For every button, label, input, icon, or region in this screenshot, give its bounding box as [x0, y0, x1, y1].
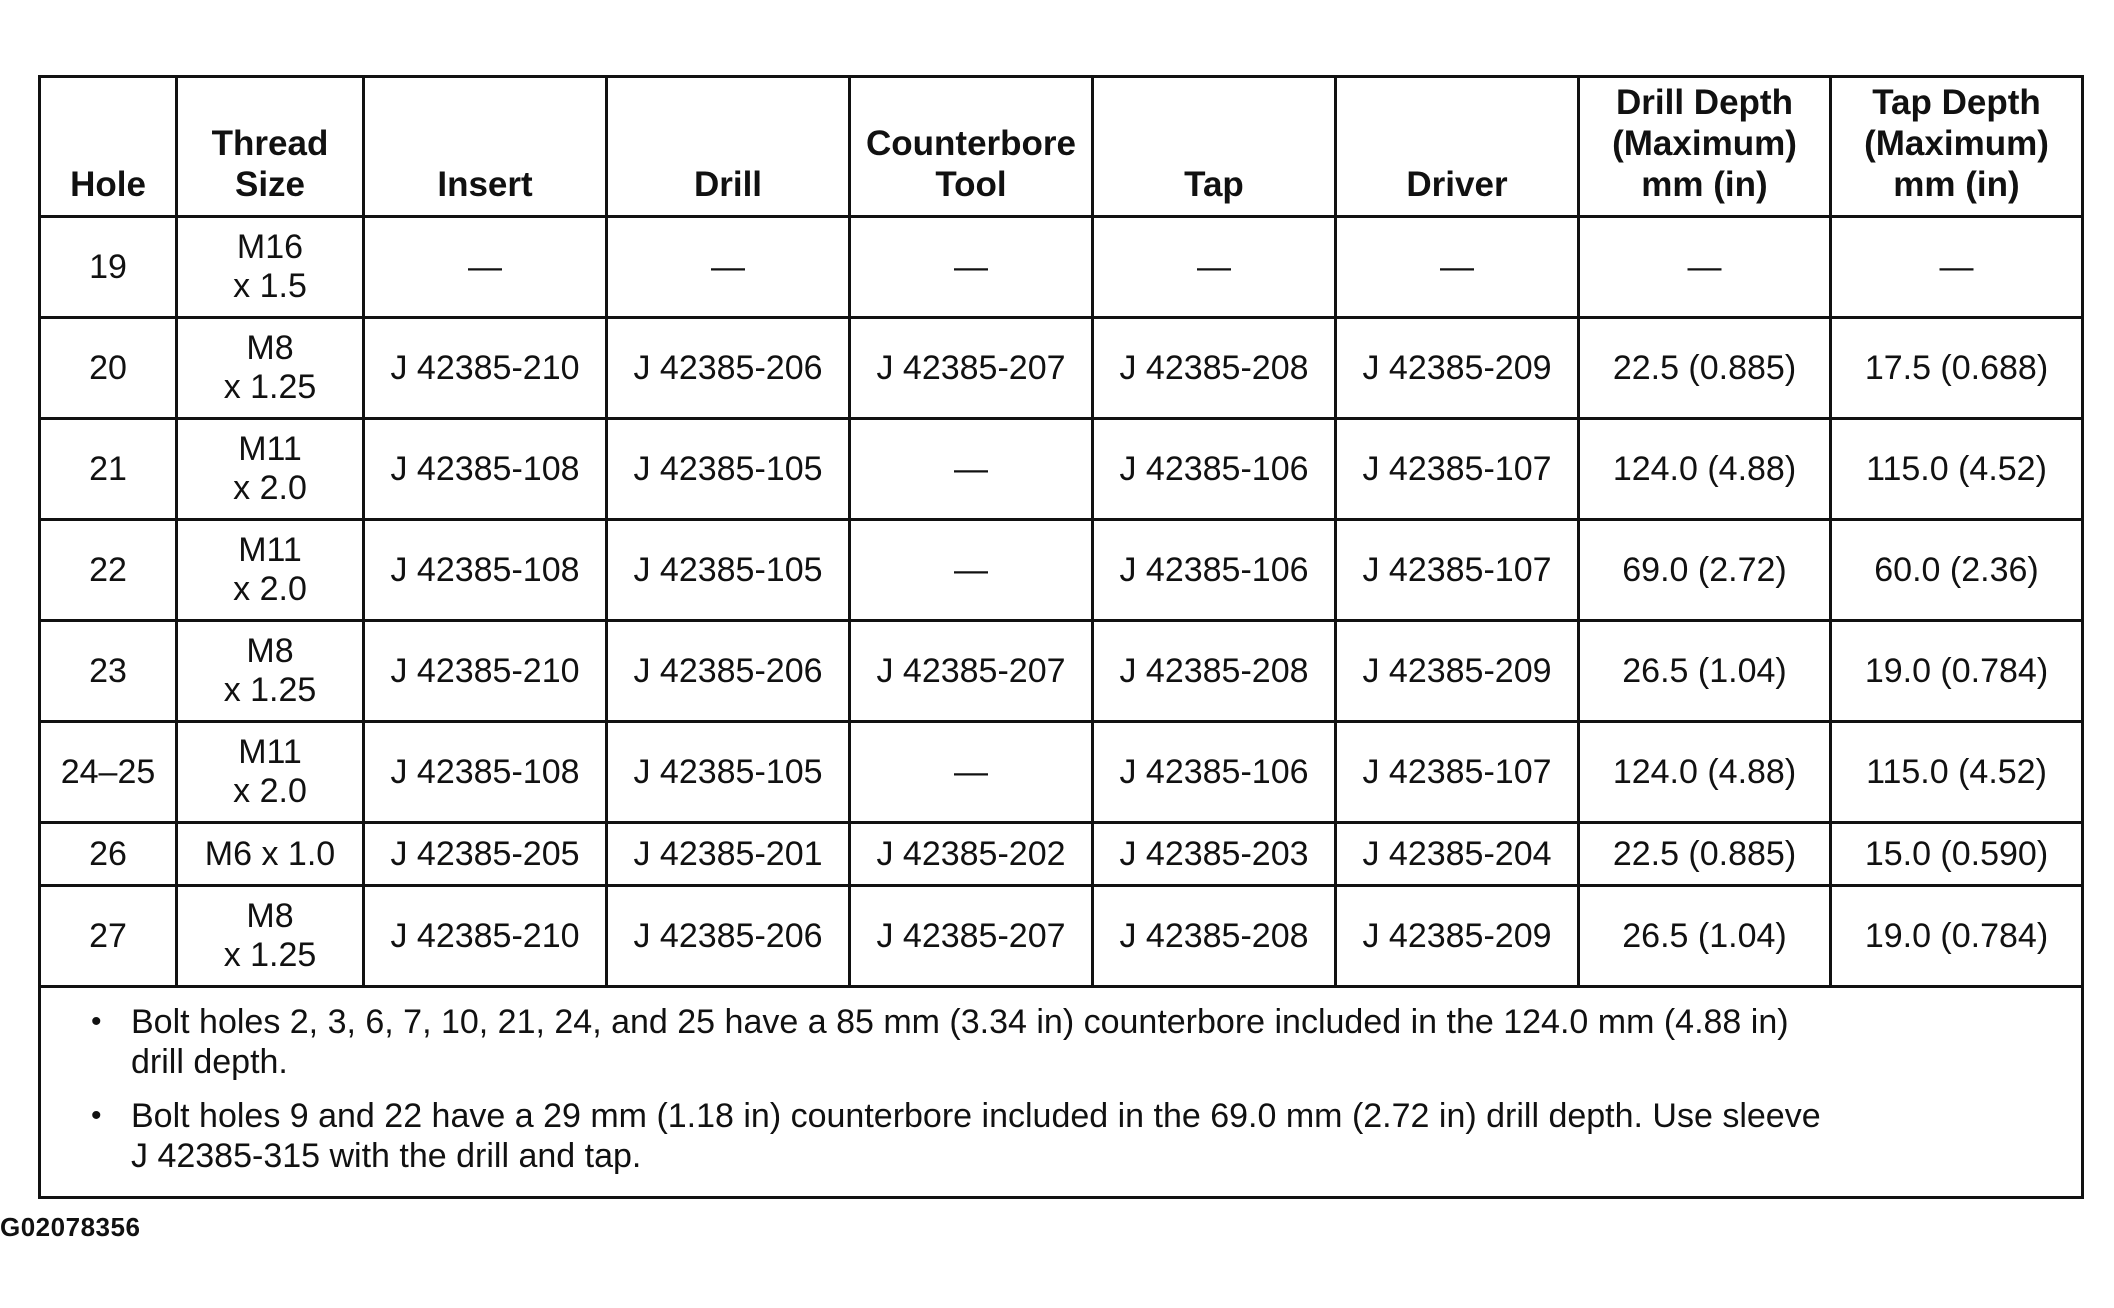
- note-line: Bolt holes 9 and 22 have a 29 mm (1.18 in) counterbore included in the 69.0 mm (2.72 in) drill depth. Use sleeve: [131, 1097, 1821, 1135]
- cell-driver: —: [1336, 217, 1579, 318]
- thread-size-line: x 2.0: [233, 772, 307, 810]
- cell-thread: [177, 318, 364, 419]
- cell-thread: [177, 621, 364, 722]
- thread-size-line: M11: [238, 430, 302, 468]
- cell-tap: J 42385-203: [1093, 823, 1336, 886]
- thread-size-line: M11: [238, 531, 302, 569]
- column-header-thread-size: [177, 77, 364, 217]
- column-header-tap-depth: [1831, 77, 2083, 217]
- column-header-hole: [40, 77, 177, 217]
- cell-insert: J 42385-108: [364, 722, 607, 823]
- column-header-counterbore-tool: [850, 77, 1093, 217]
- cell-tap-depth: 19.0 (0.784): [1831, 621, 2083, 722]
- column-header-tap: [1093, 77, 1336, 217]
- cell-drill: J 42385-201: [607, 823, 850, 886]
- column-header-line: Tool: [935, 165, 1007, 204]
- thread-size-line: x 1.25: [223, 671, 317, 709]
- thread-size-line: M11: [238, 733, 302, 771]
- cell-insert: J 42385-210: [364, 886, 607, 987]
- table-row: [40, 886, 2083, 987]
- cell-tap-depth: 115.0 (4.52): [1831, 722, 2083, 823]
- cell-tap: J 42385-208: [1093, 621, 1336, 722]
- cell-drill-depth: —: [1579, 217, 1831, 318]
- table-row: [40, 823, 2083, 886]
- cell-tap-depth: 15.0 (0.590): [1831, 823, 2083, 886]
- cell-drill: J 42385-206: [607, 318, 850, 419]
- cell-counterbore: —: [850, 722, 1093, 823]
- thread-size-line: x 1.5: [233, 267, 307, 305]
- cell-tap-depth: 60.0 (2.36): [1831, 520, 2083, 621]
- table-row: [40, 419, 2083, 520]
- thread-size-line: M16: [236, 228, 304, 266]
- thread-size-line: M8: [246, 632, 294, 670]
- column-header-line: mm (in): [1893, 165, 2020, 204]
- table-row: [40, 217, 2083, 318]
- cell-counterbore: J 42385-207: [850, 886, 1093, 987]
- notes-row: [40, 987, 2083, 1198]
- cell-insert: J 42385-205: [364, 823, 607, 886]
- column-header-line: (Maximum): [1864, 124, 2049, 163]
- thread-size-line: M6 x 1.0: [204, 834, 336, 873]
- table-body: [40, 217, 2083, 1198]
- cell-drill-depth: 124.0 (4.88): [1579, 419, 1831, 520]
- cell-insert: J 42385-210: [364, 318, 607, 419]
- figure-code: G02078356: [0, 1212, 141, 1242]
- cell-drill-depth: 26.5 (1.04): [1579, 886, 1831, 987]
- cell-tap-depth: 19.0 (0.784): [1831, 886, 2083, 987]
- cell-driver: J 42385-209: [1336, 886, 1579, 987]
- cell-hole: 26: [40, 823, 177, 886]
- cell-drill: J 42385-105: [607, 419, 850, 520]
- cell-hole: 23: [40, 621, 177, 722]
- cell-counterbore: —: [850, 217, 1093, 318]
- column-header-line: Counterbore: [866, 124, 1076, 163]
- cell-thread: [177, 722, 364, 823]
- cell-drill-depth: 69.0 (2.72): [1579, 520, 1831, 621]
- cell-drill: J 42385-206: [607, 886, 850, 987]
- cell-drill-depth: 124.0 (4.88): [1579, 722, 1831, 823]
- cell-drill: J 42385-206: [607, 621, 850, 722]
- cell-counterbore: J 42385-207: [850, 318, 1093, 419]
- cell-thread: [177, 886, 364, 987]
- note-line: drill depth.: [131, 1043, 288, 1081]
- cell-insert: J 42385-108: [364, 520, 607, 621]
- cell-hole: 19: [40, 217, 177, 318]
- cell-drill-depth: 22.5 (0.885): [1579, 823, 1831, 886]
- cell-insert: —: [364, 217, 607, 318]
- bullet-icon: •: [91, 1099, 102, 1132]
- column-header-line: Tap Depth: [1872, 83, 2041, 122]
- column-header-line: Drill Depth: [1616, 83, 1793, 122]
- notes-cell: [40, 987, 2083, 1198]
- cell-drill: J 42385-105: [607, 722, 850, 823]
- column-header-line: Drill: [693, 165, 763, 204]
- cell-counterbore: J 42385-207: [850, 621, 1093, 722]
- thread-size-line: x 1.25: [223, 936, 317, 974]
- thread-size-line: x 2.0: [233, 469, 307, 507]
- cell-tap: —: [1093, 217, 1336, 318]
- note-line: Bolt holes 2, 3, 6, 7, 10, 21, 24, and 25 have a 85 mm (3.34 in) counterbore included in the 124.0 mm (4.88 in): [131, 1003, 1789, 1041]
- cell-drill-depth: 22.5 (0.885): [1579, 318, 1831, 419]
- table-row: [40, 621, 2083, 722]
- cell-tap-depth: 115.0 (4.52): [1831, 419, 2083, 520]
- thread-size-line: x 2.0: [233, 570, 307, 608]
- cell-driver: J 42385-107: [1336, 419, 1579, 520]
- column-header-drill-depth: [1579, 77, 1831, 217]
- column-header-line: mm (in): [1641, 165, 1768, 204]
- cell-tap: J 42385-208: [1093, 886, 1336, 987]
- cell-tap: J 42385-106: [1093, 722, 1336, 823]
- cell-tap: J 42385-106: [1093, 419, 1336, 520]
- cell-counterbore: J 42385-202: [850, 823, 1093, 886]
- cell-driver: J 42385-107: [1336, 520, 1579, 621]
- cell-insert: J 42385-210: [364, 621, 607, 722]
- column-header-insert: [364, 77, 607, 217]
- cell-hole: 27: [40, 886, 177, 987]
- cell-driver: J 42385-209: [1336, 621, 1579, 722]
- table-row: [40, 318, 2083, 419]
- cell-thread: [177, 419, 364, 520]
- specification-table: [38, 75, 2084, 1199]
- cell-tap-depth: —: [1831, 217, 2083, 318]
- cell-driver: J 42385-204: [1336, 823, 1579, 886]
- column-header-line: Driver: [1406, 165, 1508, 204]
- header-row: [40, 77, 2083, 217]
- cell-hole: 20: [40, 318, 177, 419]
- cell-driver: J 42385-209: [1336, 318, 1579, 419]
- cell-thread: [177, 823, 364, 886]
- thread-size-line: M8: [246, 897, 294, 935]
- cell-thread: [177, 520, 364, 621]
- cell-hole: 24–25: [40, 722, 177, 823]
- cell-tap: J 42385-106: [1093, 520, 1336, 621]
- thread-size-line: x 1.25: [223, 368, 317, 406]
- column-header-line: Tap: [1184, 165, 1244, 204]
- cell-tap-depth: 17.5 (0.688): [1831, 318, 2083, 419]
- cell-thread: [177, 217, 364, 318]
- cell-insert: J 42385-108: [364, 419, 607, 520]
- cell-hole: 22: [40, 520, 177, 621]
- note-line: J 42385-315 with the drill and tap.: [131, 1137, 642, 1175]
- table-header: [40, 77, 2083, 217]
- column-header-line: Insert: [437, 165, 533, 204]
- table-row: [40, 520, 2083, 621]
- note-item: [91, 1002, 2011, 1082]
- cell-driver: J 42385-107: [1336, 722, 1579, 823]
- column-header-driver: [1336, 77, 1579, 217]
- cell-tap: J 42385-208: [1093, 318, 1336, 419]
- cell-hole: 21: [40, 419, 177, 520]
- note-item: [91, 1096, 2011, 1176]
- table-row: [40, 722, 2083, 823]
- cell-counterbore: —: [850, 419, 1093, 520]
- thread-size-line: M8: [246, 329, 294, 367]
- column-header-drill: [607, 77, 850, 217]
- column-header-line: (Maximum): [1612, 124, 1797, 163]
- bullet-icon: •: [91, 1005, 102, 1038]
- cell-counterbore: —: [850, 520, 1093, 621]
- column-header-line: Thread: [211, 124, 329, 163]
- cell-drill-depth: 26.5 (1.04): [1579, 621, 1831, 722]
- cell-drill: J 42385-105: [607, 520, 850, 621]
- column-header-line: Hole: [70, 165, 146, 204]
- cell-drill: —: [607, 217, 850, 318]
- column-header-line: Size: [234, 165, 306, 204]
